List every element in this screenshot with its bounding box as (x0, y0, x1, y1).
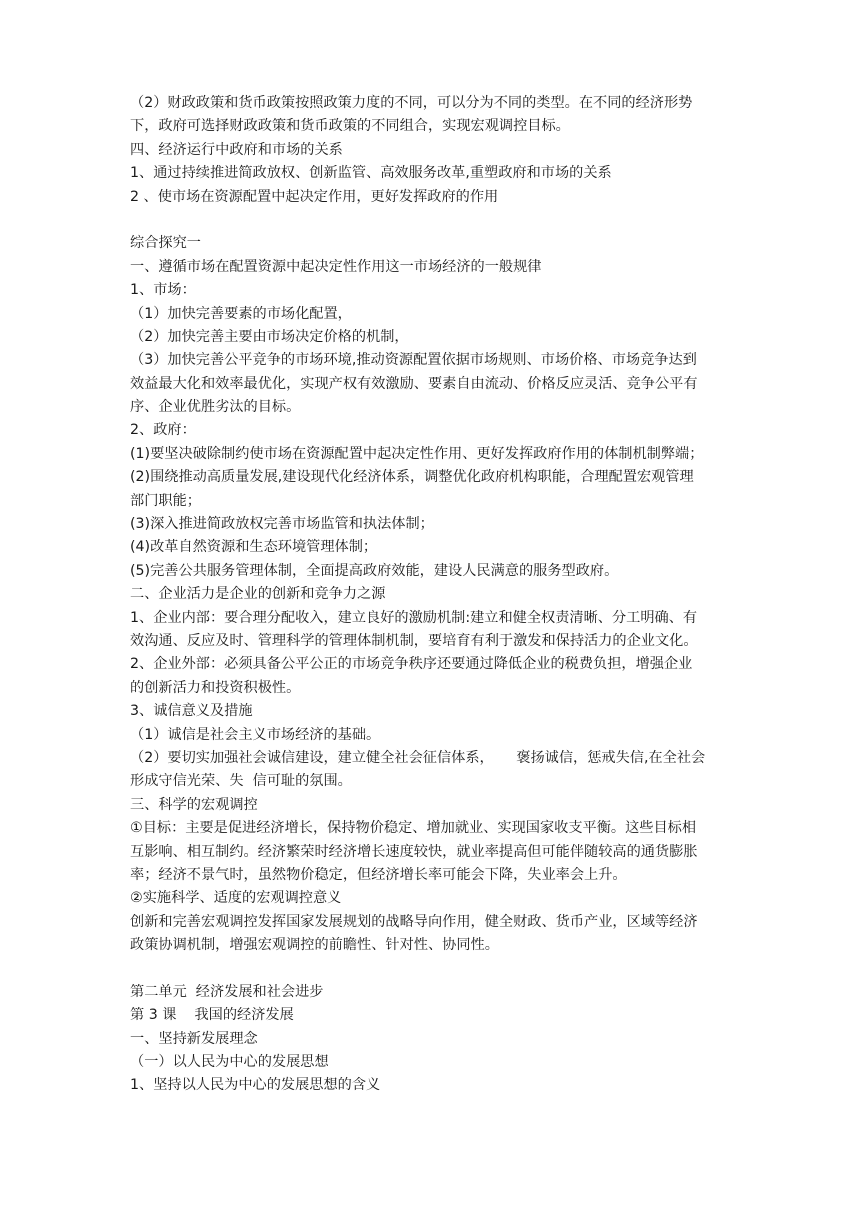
text-line: (4)改革自然资源和生态环境管理体制； (130, 539, 378, 556)
section-heading: 综合探究一 (130, 235, 201, 252)
text-line: 3、诚信意义及措施 (130, 703, 253, 720)
text-line: 创新和完善宏观调控发挥国家发展规划的战略导向作用，健全财政、货币产业，区域等经济 (130, 913, 698, 930)
blank-line (130, 957, 735, 980)
text-line: 1、坚持以人民为中心的发展思想的含义 (130, 1077, 381, 1094)
text-line: （1）加快完善要素的市场化配置， (130, 305, 352, 322)
section-heading: 一、坚持新发展理念 (130, 1030, 258, 1047)
text-line: (2)围绕推动高质量发展,建设现代化经济体系，调整优化政府机构职能，合理配置宏观管理 (130, 469, 694, 486)
text-line: （1）诚信是社会主义市场经济的基础。 (130, 726, 381, 743)
text-line: 效益最大化和效率最优化，实现产权有效激励、要素自由流动、价格反应灵活、竞争公平有 (130, 375, 698, 392)
text-line: ②实施科学、适度的宏观调控意义 (130, 890, 342, 907)
text-line: 政策协调机制，增强宏观调控的前瞻性、针对性、协同性。 (130, 937, 499, 954)
text-line: 形成守信光荣、失 信可耻的氛围。 (130, 773, 352, 790)
text-line: 2、企业外部：必须具备公平公正的市场竞争秩序还要通过降低企业的税费负担，增强企业 (130, 656, 693, 673)
text-line: 2、政府： (130, 422, 196, 439)
text-line: 序、企业优胜劣汰的目标。 (130, 399, 301, 416)
text-line: 部门职能； (130, 492, 201, 509)
text-line: 率；经济不景气时，虽然物价稳定，但经济增长率可能会下降，失业率会上升。 (130, 866, 627, 883)
text-line: （2）财政政策和货币政策按照政策力度的不同，可以分为不同的类型。在不同的经济形势 (130, 95, 693, 111)
blank-line (130, 209, 735, 232)
text-line: 1、通过持续推进简政放权、创新监管、高效服务改革,重塑政府和市场的关系 (130, 165, 612, 182)
text-line: (3)深入推进简政放权完善市场监管和执法体制； (130, 516, 434, 533)
text-line: 下，政府可选择财政政策和货币政策的不同组合，实现宏观调控目标。 (130, 118, 570, 135)
text-line: 效沟通、反应及时、管理科学的管理体制机制，要培育有利于激发和保持活力的企业文化。 (130, 632, 698, 649)
document-page (130, 92, 735, 1098)
text-line: 1、企业内部：要合理分配收入，建立良好的激励机制:建立和健全权责清晰、分工明确、有 (130, 609, 698, 626)
text-line: 互影响、相互制约。经济繁荣时经济增长速度较快，就业率提高但可能伴随较高的通货膨胀 (130, 843, 698, 860)
text-line: 2 、使市场在资源配置中起决定作用，更好发挥政府的作用 (130, 188, 499, 205)
section-heading: 一、遵循市场在配置资源中起决定性作用这一市场经济的一般规律 (130, 258, 542, 275)
text-line: （2）要切实加强社会诚信建设，建立健全社会征信体系， 褒扬诚信，惩戒失信,在全社会 (130, 749, 706, 766)
text-line: (1)要坚决破除制约使市场在资源配置中起决定性作用、更好发挥政府作用的体制机制弊端； (130, 445, 704, 462)
lesson-heading: 第 3 课 我国的经济发展 (130, 1007, 294, 1024)
section-heading: 二、企业活力是企业的创新和竞争力之源 (130, 586, 386, 603)
text-line: 1、市场： (130, 282, 196, 299)
text-line: ①目标：主要是促进经济增长，保持物价稳定、增加就业、实现国家收支平衡。这些目标相 (130, 820, 697, 837)
unit-heading: 第二单元 经济发展和社会进步 (130, 983, 324, 1000)
text-line: （2）加快完善主要由市场决定价格的机制， (130, 328, 409, 345)
section-heading: 三、科学的宏观调控 (130, 796, 258, 813)
text-line: (5)完善公共服务管理体制，全面提高政府效能，建设人民满意的服务型政府。 (130, 562, 619, 579)
text-line: 的创新活力和投资积极性。 (130, 679, 301, 696)
text-line: （一）以人民为中心的发展思想 (130, 1054, 329, 1071)
section-heading: 四、经济运行中政府和市场的关系 (130, 141, 343, 158)
text-line: （3）加快完善公平竞争的市场环境,推动资源配置依据市场规则、市场价格、市场竞争达到 (130, 352, 697, 369)
